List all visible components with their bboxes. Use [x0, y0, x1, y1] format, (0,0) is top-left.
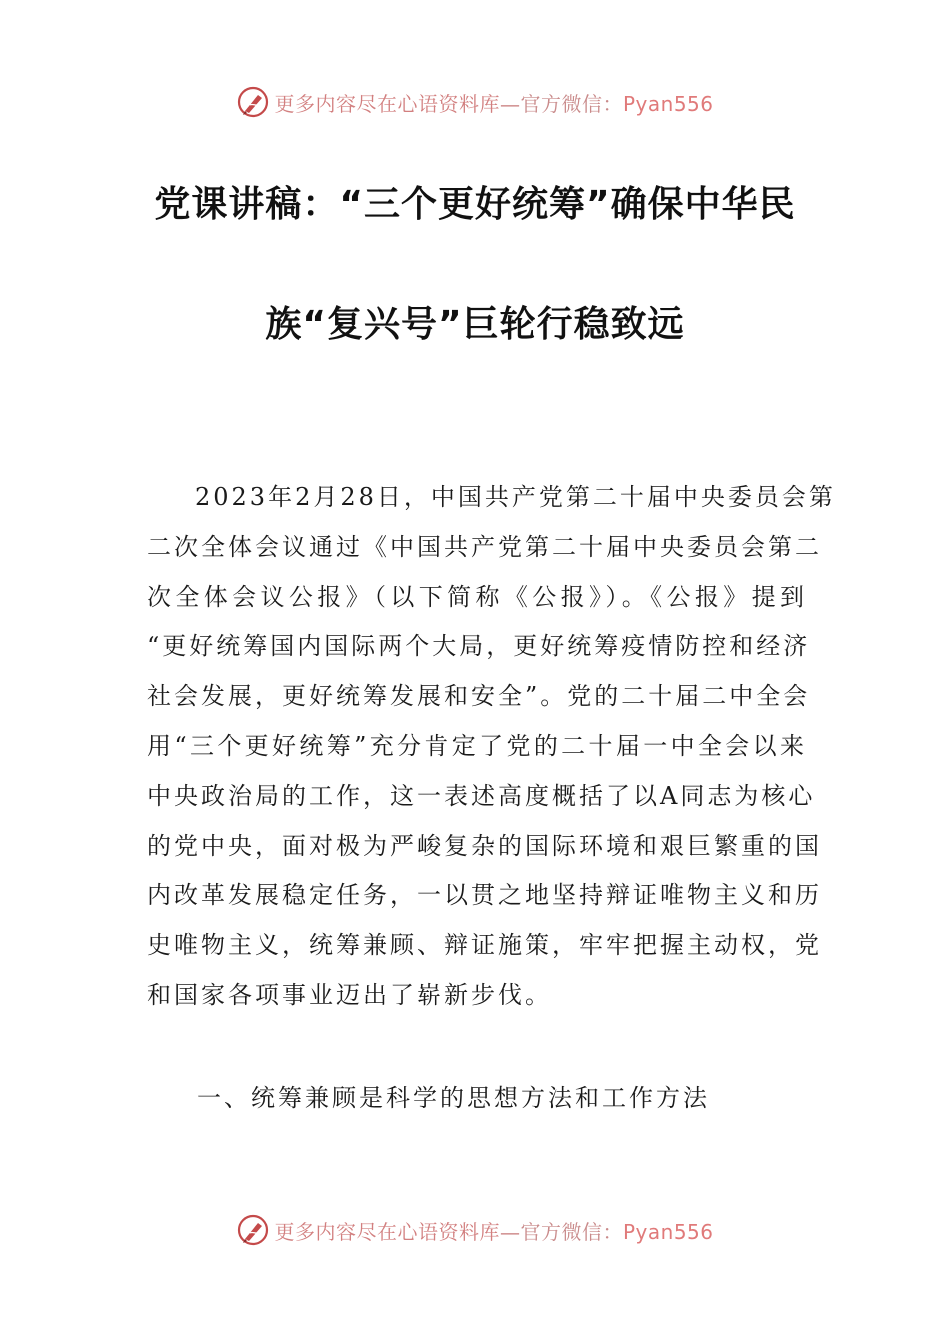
footer-watermark — [0, 1210, 950, 1250]
pen-nib-logo-icon — [236, 1213, 270, 1247]
watermark-text — [274, 1216, 713, 1245]
document-title-line-2: 族“复兴号”巨轮行稳致远 — [265, 304, 685, 345]
body-line: 史唯物主义，统筹兼顾、辩证施策，牢牢把握主动权，党 — [147, 931, 822, 960]
body-paragraph — [147, 473, 836, 1021]
watermark-dash: — — [499, 91, 521, 116]
body-line: 和国家各项事业迈出了崭新步伐。 — [147, 980, 552, 1009]
watermark-site-text: 更多内容尽在心语资料库 — [274, 1219, 500, 1244]
body-line: 用“三个更好统筹”充分肯定了党的二十届一中全会以来 — [147, 731, 807, 760]
body-line: 二次全体会议通过《中国共产党第二十届中央委员会第二 — [147, 532, 822, 561]
document-title-line-1: 党课讲稿：“三个更好统筹”确保中华民 — [154, 184, 796, 225]
watermark-wechat-label: 官方微信： — [520, 1219, 623, 1244]
body-line: 2023年2月28日，中国共产党第二十届中央委员会第 — [195, 483, 836, 511]
body-line: 社会发展，更好统筹发展和安全”。党的二十届二中全会 — [147, 682, 811, 711]
body-line: 内改革发展稳定任务，一以贯之地坚持辩证唯物主义和历 — [147, 881, 822, 910]
watermark-wechat-id: Pyan556 — [622, 1219, 714, 1244]
body-line: 的党中央，面对极为严峻复杂的国际环境和艰巨繁重的国 — [147, 831, 822, 860]
header-watermark — [0, 82, 950, 122]
watermark-wechat-id: Pyan556 — [622, 91, 714, 116]
body-line: 次全体会议公报》（以下简称《公报》）。《公报》提到 — [147, 582, 807, 611]
body-line: “更好统筹国内国际两个大局，更好统筹疫情防控和经济 — [147, 632, 811, 661]
watermark-site-text: 更多内容尽在心语资料库 — [274, 91, 500, 116]
pen-nib-logo-icon — [236, 85, 270, 119]
body-line: 中央政治局的工作，这一表述高度概括了以A同志为核心 — [147, 781, 816, 810]
section-heading: 一、统筹兼顾是科学的思想方法和工作方法 — [197, 1084, 710, 1112]
watermark-text — [274, 88, 713, 117]
watermark-wechat-label: 官方微信： — [520, 91, 623, 116]
watermark-dash: — — [499, 1219, 521, 1244]
